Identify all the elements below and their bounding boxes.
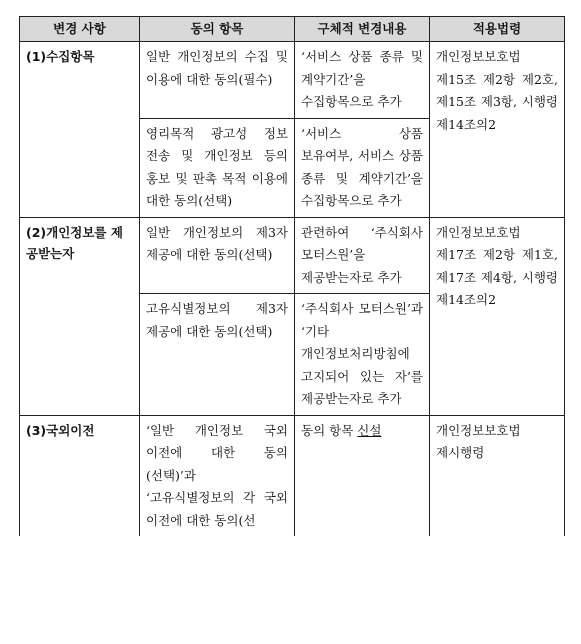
change-detail-cell: ‘서비스 상품 종류 및 계약기간’을 수집항목으로 추가 — [295, 42, 430, 119]
table-row — [20, 217, 565, 294]
law-cell: 개인정보보호법 제17조 제2항 제1호, 제17조 제4항, 시행령 제14조의2 — [430, 217, 565, 415]
change-item-cell: (1)수집항목 — [20, 42, 140, 218]
header-row — [20, 17, 565, 42]
law-cell: 개인정보보호법 제15조 제2항 제2호, 제15조 제3항, 시행령 제14조의2 — [430, 42, 565, 218]
consent-cell: 영리목적 광고성 정보 전송 및 개인정보 등의 홍보 및 판촉 목적 이용에 대한 동의(선택) — [140, 118, 295, 217]
change-item-cell: (2)개인정보를 제공받는자 — [20, 217, 140, 415]
header-applicable-law: 적용법령 — [430, 17, 565, 42]
header-change-detail: 구체적 변경내용 — [295, 17, 430, 42]
header-consent-item: 동의 항목 — [140, 17, 295, 42]
change-detail-cell: ‘서비스 상품 보유여부, 서비스 상품 종류 및 계약기간’을 수집항목으로 추가 — [295, 118, 430, 217]
table-row — [20, 42, 565, 119]
header-change-item: 변경 사항 — [20, 17, 140, 42]
law-cell: 개인정보보호법 제시행령 — [430, 415, 565, 536]
change-detail-cell — [295, 415, 430, 536]
consent-cell: 고유식별정보의 제3자 제공에 대한 동의(선택) — [140, 294, 295, 416]
underlined-text: 신설 — [357, 422, 382, 438]
change-detail-cell: ‘주식회사 모터스원’과 ‘기타 개인정보처리방침에 고지되어 있는 자’를 제공받는자로 추가 — [295, 294, 430, 416]
change-item-cell: (3)국외이전 — [20, 415, 140, 536]
consent-cell: 일반 개인정보의 제3자 제공에 대한 동의(선택) — [140, 217, 295, 294]
change-table — [19, 16, 565, 536]
table-row — [20, 415, 565, 536]
change-detail-text: 동의 항목 — [301, 422, 358, 438]
change-detail-cell: 관련하여 ‘주식회사 모터스원’을 제공받는자로 추가 — [295, 217, 430, 294]
consent-cell: 일반 개인정보의 수집 및 이용에 대한 동의(필수) — [140, 42, 295, 119]
consent-cell: ‘일반 개인정보 국외 이전에 대한 동의(선택)’과 ‘고유식별정보의 각 국외 이전에 대한 동의(선 — [140, 415, 295, 536]
